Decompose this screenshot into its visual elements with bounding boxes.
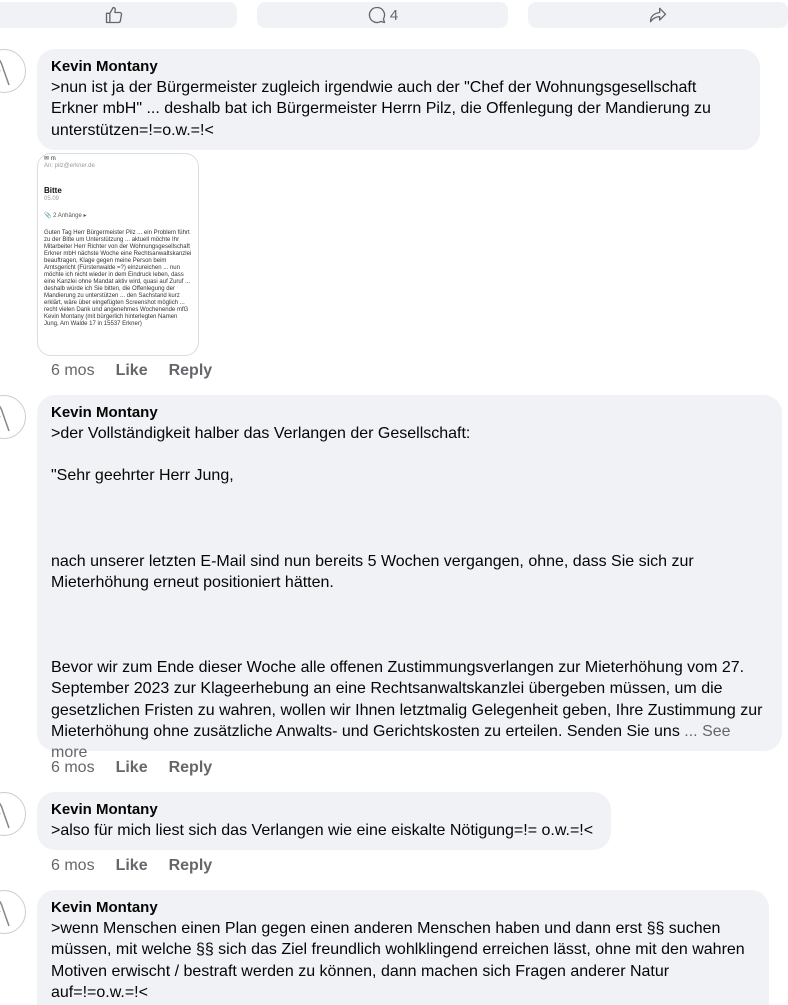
comment-time[interactable]: 6 mos xyxy=(51,857,95,874)
comment-paragraph: >also für mich liest sich das Verlangen wie eine eiskalte Nötigung=!= o.w.=!< xyxy=(51,822,594,839)
comment-author[interactable]: Kevin Montany xyxy=(51,404,158,421)
attachment-date: 05.09 xyxy=(44,196,60,202)
comment-author[interactable]: Kevin Montany xyxy=(51,58,158,75)
comment-button[interactable] xyxy=(257,2,508,28)
attachment-image[interactable] xyxy=(37,153,199,356)
comment-paragraph: Bevor wir zum Ende dieser Woche alle offenen Zustimmungsverlangen zur Mieterhöhung vom 27. September 2023 zur Klageerhebung an eine Rechtsanwaltskanzlei übergeben müssen, um die gesetzlichen Fristen zu wahren, wollen wir Ihnen letztmalig Gelegenheit geben, Ihre Zustimmung zur Mieterhöhung ohne zusätzliche Anwalts- und Gerichtskosten zu erteilen. Senden Sie uns xyxy=(51,659,763,741)
see-more-link[interactable]: ... See more xyxy=(51,723,731,762)
share-button[interactable] xyxy=(528,2,788,28)
attachment-title: Bitte xyxy=(44,186,62,195)
comment-meta xyxy=(51,857,233,875)
comment-text xyxy=(51,77,746,141)
comment-paragraph: >nun ist ja der Bürgermeister zugleich irgendwie auch der "Chef der Wohnungsgesellschaft Erkner mbH" ... deshalb bat ich Bürgermeister Herrn Pilz, die Offenlegung der Mandierung zu unterstützen=!=o.w.=!< xyxy=(51,79,711,139)
reply-link[interactable]: Reply xyxy=(168,857,213,874)
avatar[interactable] xyxy=(0,49,26,93)
comment-bubble xyxy=(37,890,769,1005)
comment-text xyxy=(51,820,597,841)
comment-paragraph: >wenn Menschen einen Plan gegen einen anderen Menschen haben und dann erst §§ suchen müssen, mit welche §§ sich das Ziel freundlich wohlklingend erreichen lässt, ohne mit den wahren Motiven erwischt / bestraft werden zu können, dann machen sich Fragen anderer Natur auf=!=o.w.=!< xyxy=(51,920,745,1001)
comment-paragraph: nach unserer letzten E-Mail sind nun bereits 5 Wochen vergangen, ohne, dass Sie sich zur Mieterhöhung erneut positioniert hätten. xyxy=(51,552,694,591)
comment-count: 4 xyxy=(389,6,399,24)
avatar[interactable] xyxy=(0,890,26,934)
lambda-avatar-icon xyxy=(0,891,25,933)
comment-time[interactable]: 6 mos xyxy=(51,362,95,379)
comment-bubble xyxy=(37,792,611,850)
reply-link[interactable]: Reply xyxy=(168,362,213,379)
comment-paragraph: >der Vollständigkeit halber das Verlangen der Gesellschaft: xyxy=(51,425,471,442)
like-link[interactable]: Like xyxy=(115,362,148,379)
thumbs-up-icon xyxy=(104,5,124,25)
comment-author[interactable]: Kevin Montany xyxy=(51,801,158,818)
like-link[interactable]: Like xyxy=(115,857,148,874)
like-link[interactable]: Like xyxy=(115,759,148,776)
lambda-avatar-icon xyxy=(0,396,25,438)
attachment-text: Guten Tag Herr Bürgermeister Pilz ... ein Problem führt zu der Bitte um Unterstützung ... aktuell möchte Ihr Mitarbeiter Herr Richter von der Wohnungsgesellschaft Erkner mbH nächste Woche eine Rechtsanwaltskanzlei beauftragen, Klage gegen meine Person beim Amtsgericht (Fürstenwalde =?) einzureichen ... nun möchte ich nicht wieder in dem Eindruck leben, dass eine Kanzlei ohne Mandat aktiv wird, quasi auf Zuruf ... deshalb würde ich Sie bitten, die Offenlegung der Mandierung zu unterstützen ... den Sachstand kurz erklärt, wäre über eingefügten Screenshot möglich ... recht vielen Dank und angenehmes Wochenende mfG Kevin Montany (mit bürgerlich hinterlegten Namen Jung, Am Walde 17 in 15537 Erkner) xyxy=(44,230,192,327)
comment-text xyxy=(51,918,755,1003)
comment-text xyxy=(51,423,768,764)
reply-link[interactable]: Reply xyxy=(168,759,213,776)
lambda-avatar-icon xyxy=(0,50,25,92)
comment-time[interactable]: 6 mos xyxy=(51,759,95,776)
lambda-avatar-icon xyxy=(0,793,25,835)
comment-icon xyxy=(367,5,387,25)
comment-paragraph: "Sehr geehrter Herr Jung, xyxy=(51,467,234,485)
comment-bubble xyxy=(37,395,782,762)
attachment-from: ✉ m xyxy=(44,156,56,162)
avatar[interactable] xyxy=(0,395,26,439)
avatar[interactable] xyxy=(0,792,26,836)
comment-bubble xyxy=(37,49,760,150)
share-icon xyxy=(648,5,668,25)
attachment-to: An: pilz@erkner.de xyxy=(44,163,95,169)
comment-meta xyxy=(51,759,233,777)
comment-author[interactable]: Kevin Montany xyxy=(51,899,158,916)
comment-meta xyxy=(51,362,233,380)
attachment-files: 📎 2 Anhänge ▸ xyxy=(44,213,87,219)
like-button[interactable] xyxy=(0,2,237,28)
